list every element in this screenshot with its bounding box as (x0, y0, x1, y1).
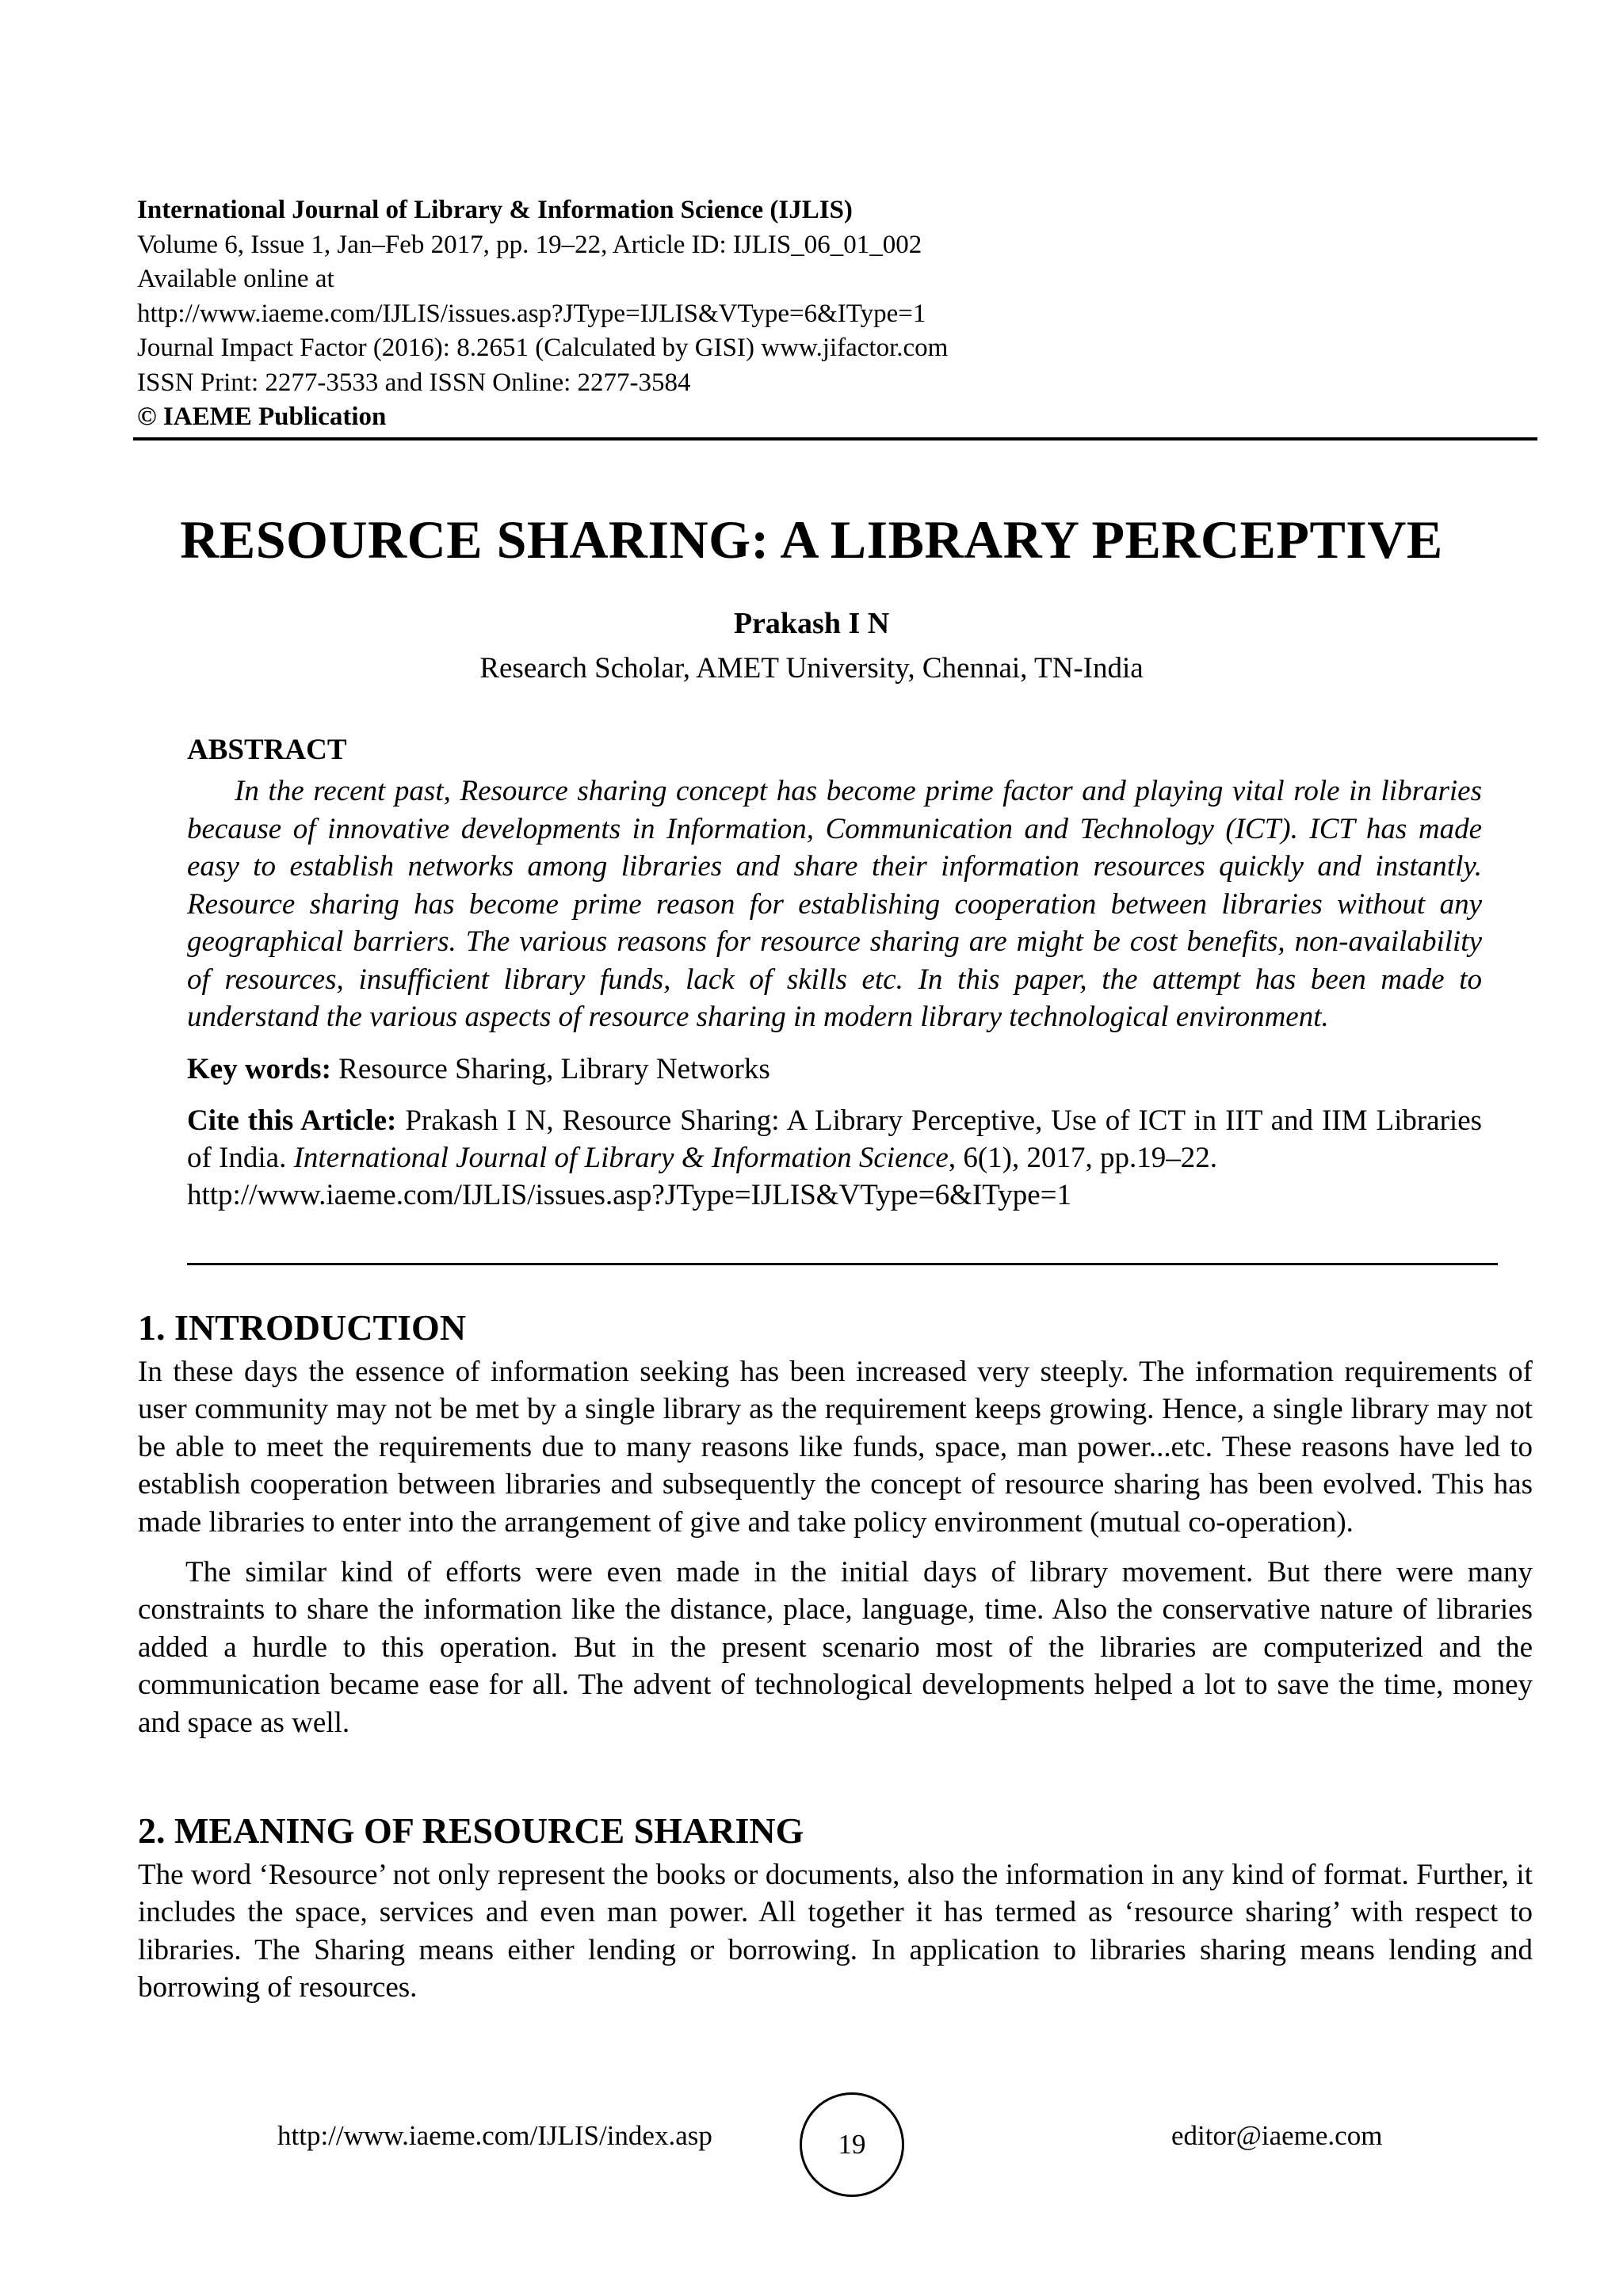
section-meaning (138, 1809, 1533, 2007)
author-affiliation: Research Scholar, AMET University, Chennai, TN-India (479, 652, 1144, 685)
keywords-text: Resource Sharing, Library Networks (338, 1052, 770, 1085)
paragraph: The word ‘Resource’ not only represent the books or documents, also the information in any kind of format. Further, it includes the space, services and even man power. All together it has termed as ‘resource sharing’ with respect to libraries. The Sharing means either lending or borrowing. In application to libraries sharing means lending and borrowing of resources. (138, 1859, 1533, 2004)
page-number: 19 (800, 2092, 904, 2197)
abstract-block (187, 733, 1482, 1214)
journal-header (137, 193, 1537, 435)
journal-volume: Volume 6, Issue 1, Jan–Feb 2017, pp. 19–22, Article ID: IJLIS_06_01_002 (137, 230, 922, 259)
keywords-label: Key words: (187, 1052, 331, 1085)
paragraph: In these days the essence of information seeking has been increased very steeply. The information requirements of user community may not be met by a single library as the requirement keeps growing. Hence, a single library may not be able to meet the requirements due to many reasons like funds, space, man power...etc. These reasons have led to establish cooperation between libraries and subsequently the concept of resource sharing has been evolved. This has made libraries to enter into the arrangement of give and take policy environment (mutual co-operation). (138, 1356, 1533, 1539)
header-divider (133, 437, 1537, 441)
abstract-text: In the recent past, Resource sharing concept has become prime factor and playing vital role in libraries because of innovative developments in Information, Communication and Technology (ICT). ICT has made easy to establish networks among libraries and share their information resources quickly and instantly. Resource sharing has become prime reason for establishing cooperation between libraries without any geographical barriers. The various reasons for resource sharing are might be cost benefits, non-availability of resources, insufficient library funds, lack of skills etc. In this paper, the attempt has been made to understand the various aspects of resource sharing in modern library technological environment. (187, 775, 1482, 1033)
journal-name: International Journal of Library & Information Science (IJLIS) (137, 196, 853, 224)
footer-email[interactable]: editor@iaeme.com (1171, 2120, 1383, 2151)
section-introduction (138, 1306, 1533, 1741)
footer-url[interactable]: http://www.iaeme.com/IJLIS/index.asp (277, 2120, 712, 2151)
cite-details: , 6(1), 2017, pp.19–22. (948, 1141, 1218, 1174)
abstract-heading: ABSTRACT (187, 734, 347, 766)
journal-impact: Journal Impact Factor (2016): 8.2651 (Calculated by GISI) www.jifactor.com (137, 334, 949, 362)
paragraph: The similar kind of efforts were even made in the initial days of library movement. But there were many constraints to share the information like the distance, place, language, time. Also the conservative nature of libraries added a hurdle to this operation. But in the present scenario most of the libraries are computerized and the communication became ease for all. The advent of technological developments helped a lot to save the time, money and space as well. (138, 1556, 1533, 1739)
author-name: Prakash I N (733, 607, 890, 640)
section-heading: 1. INTRODUCTION (138, 1307, 467, 1348)
paper-title: RESOURCE SHARING: A LIBRARY PERCEPTIVE (180, 509, 1443, 570)
journal-publisher: © IAEME Publication (137, 402, 387, 431)
journal-available: Available online at (137, 265, 334, 293)
section-heading: 2. MEANING OF RESOURCE SHARING (138, 1810, 804, 1851)
cite-text: Prakash I N, Resource Sharing: A Library Perceptive, Use of ICT in IIT and IIM Libraries of India. (187, 1104, 1483, 1174)
cite-label: Cite this Article: (187, 1104, 397, 1137)
journal-url[interactable]: http://www.iaeme.com/IJLIS/issues.asp?JType=IJLIS&VType=6&IType=1 (137, 299, 926, 328)
abstract-divider (187, 1263, 1498, 1265)
journal-issn: ISSN Print: 2277-3533 and ISSN Online: 2277-3584 (137, 368, 691, 397)
cite-journal: International Journal of Library & Information Science (293, 1141, 949, 1174)
keywords (187, 1051, 1482, 1088)
cite-url[interactable]: http://www.iaeme.com/IJLIS/issues.asp?JType=IJLIS&VType=6&IType=1 (187, 1178, 1071, 1211)
citation (187, 1102, 1482, 1214)
